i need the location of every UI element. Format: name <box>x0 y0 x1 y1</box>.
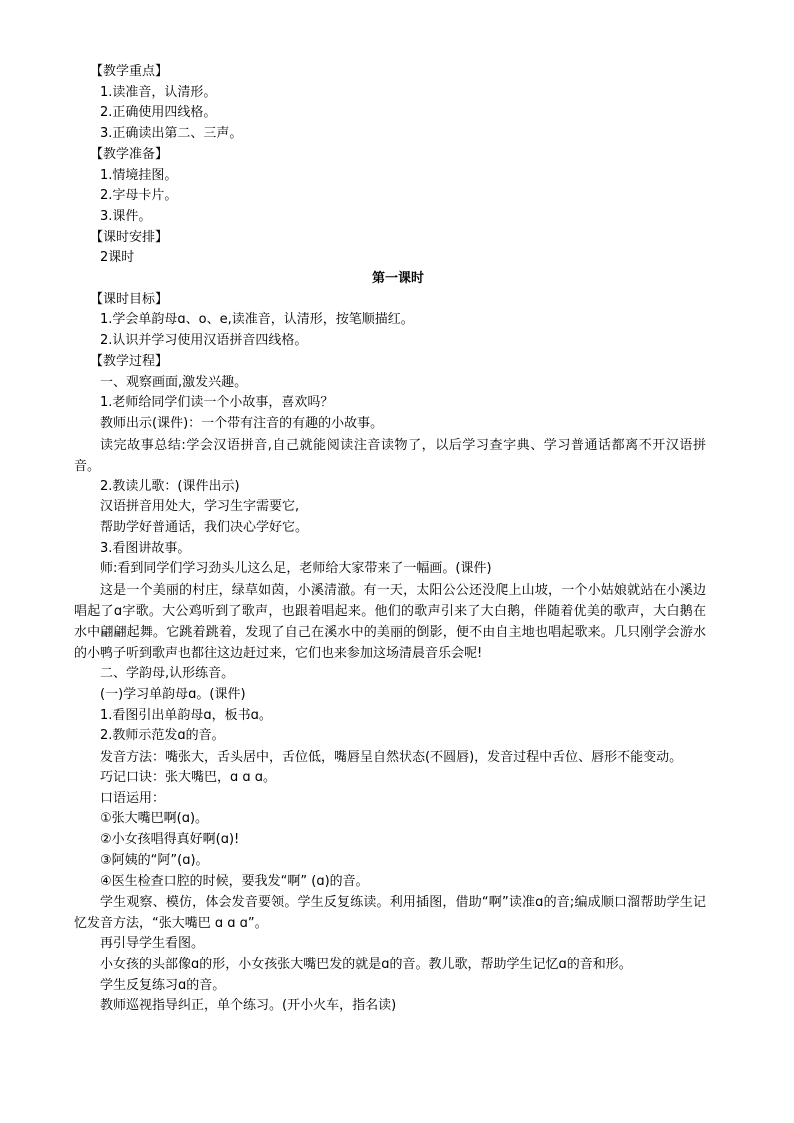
focus-item-2: 2.正确使用四线格。 <box>100 105 217 121</box>
process-step-2-heading: 二、学韵母,认形练音。 <box>100 666 235 682</box>
mnemonic-line: 巧记口诀：张大嘴巴，ɑ ɑ ɑ。 <box>100 769 277 785</box>
pronunciation-method-paragraph: 发音方法：嘴张大，舌头居中，舌位低，嘴唇呈自然状态(不圆唇)，发音过程中舌位、唇形不能变动。 <box>100 749 683 765</box>
section-heading-process: 【教学过程】 <box>90 353 169 369</box>
goal-item-1: 1.学会单韵母ɑ、o、e,读准音，认清形，按笔顺描红。 <box>100 312 414 328</box>
teacher-intro-picture: 师:看到同学们学习劲头儿这么足，老师给大家带来了一幅画。(课件) <box>100 561 492 577</box>
repeat-practice-line: 学生反复练习ɑ的音。 <box>100 977 226 993</box>
focus-item-3: 3.正确读出第二、三声。 <box>100 126 243 142</box>
process-step-1-heading: 一、观察画面,激发兴趣。 <box>100 374 248 390</box>
process-step-1-1: 1.老师给同学们读一个小故事，喜欢吗？ <box>100 395 334 411</box>
rhyme-line-1: 汉语拼音用处大，学习生字需要它, <box>100 499 300 515</box>
prep-item-1: 1.情境挂图。 <box>100 167 178 183</box>
oral-usage-4: ④医生检查口腔的时候，要我发“啊” (ɑ)的音。 <box>100 873 369 889</box>
student-practice-paragraph: 学生观察、模仿，体会发音要领。学生反复练读。利用插图，借助“啊”读准ɑ的音;编成顺口溜帮助学生记忆发音方法，“张大嘴巴 ɑ ɑ ɑ”。 <box>74 895 706 932</box>
section-heading-schedule: 【课时安排】 <box>90 229 169 245</box>
guide-look-picture: 再引导学生看图。 <box>100 936 205 952</box>
process-step-1-2: 2.教读儿歌：(课件出示) <box>100 478 240 494</box>
teacher-guidance-line: 教师巡视指导纠正，单个练习。(开小火车，指名读) <box>100 998 397 1014</box>
learn-a-step-1: 1.看图引出单韵母ɑ，板书ɑ。 <box>100 707 272 723</box>
prep-item-3: 3.课件。 <box>100 208 152 224</box>
process-step-1-3: 3.看图讲故事。 <box>100 540 191 556</box>
village-story-paragraph: 这是一个美丽的村庄，绿草如茵，小溪清澈。有一天，太阳公公还没爬上山坡，一个小姑娘就站在小溪边唱起了ɑ字歌。大公鸡听到了歌声，也跟着唱起来。他们的歌声引来了大白鹅，伴随着优美的歌声，大白鹅在水中翩翩起舞。它跳着跳着，发现了自己在溪水中的美丽的倒影，便不由自主地也唱起歌来。几只刚学会游水的小鸭子听到歌声也都往这边赶过来，它们也来参加这场清晨音乐会呢! <box>74 583 706 662</box>
focus-item-1: 1.读准音，认清形。 <box>100 84 217 100</box>
story-summary-paragraph: 读完故事总结:学会汉语拼音,自己就能阅读注音读物了，以后学习查字典、学习普通话都离不开汉语拼音。 <box>74 437 706 474</box>
goal-item-2: 2.认识并学习使用汉语拼音四线格。 <box>100 333 308 349</box>
oral-usage-1: ①张大嘴巴啊(ɑ)。 <box>100 811 209 827</box>
oral-usage-heading: 口语运用： <box>100 790 166 806</box>
lesson-title: 第一课时 <box>371 271 424 287</box>
girl-shape-line: 小女孩的头部像ɑ的形，小女孩张大嘴巴发的就是ɑ的音。教儿歌，帮助学生记忆ɑ的音和形。 <box>100 956 632 972</box>
section-heading-teaching-prep: 【教学准备】 <box>90 146 169 162</box>
learn-a-step-2: 2.教师示范发ɑ的音。 <box>100 728 225 744</box>
oral-usage-3: ③阿姨的“阿”(ɑ)。 <box>100 852 209 868</box>
section-heading-lesson-goals: 【课时目标】 <box>90 291 169 307</box>
document-body <box>74 62 706 1017</box>
section-heading-teaching-focus: 【教学重点】 <box>90 64 169 79</box>
teacher-shows-story: 教师出示(课件)：一个带有注音的有趣的小故事。 <box>100 415 384 431</box>
rhyme-line-2: 帮助学好普通话，我们决心学好它。 <box>100 520 309 536</box>
schedule-text: 2课时 <box>100 250 135 266</box>
oral-usage-2: ②小女孩唱得真好啊(ɑ)! <box>100 832 240 848</box>
prep-item-2: 2.字母卡片。 <box>100 188 178 204</box>
learn-final-a-heading: (一)学习单韵母ɑ。(课件) <box>100 686 246 702</box>
